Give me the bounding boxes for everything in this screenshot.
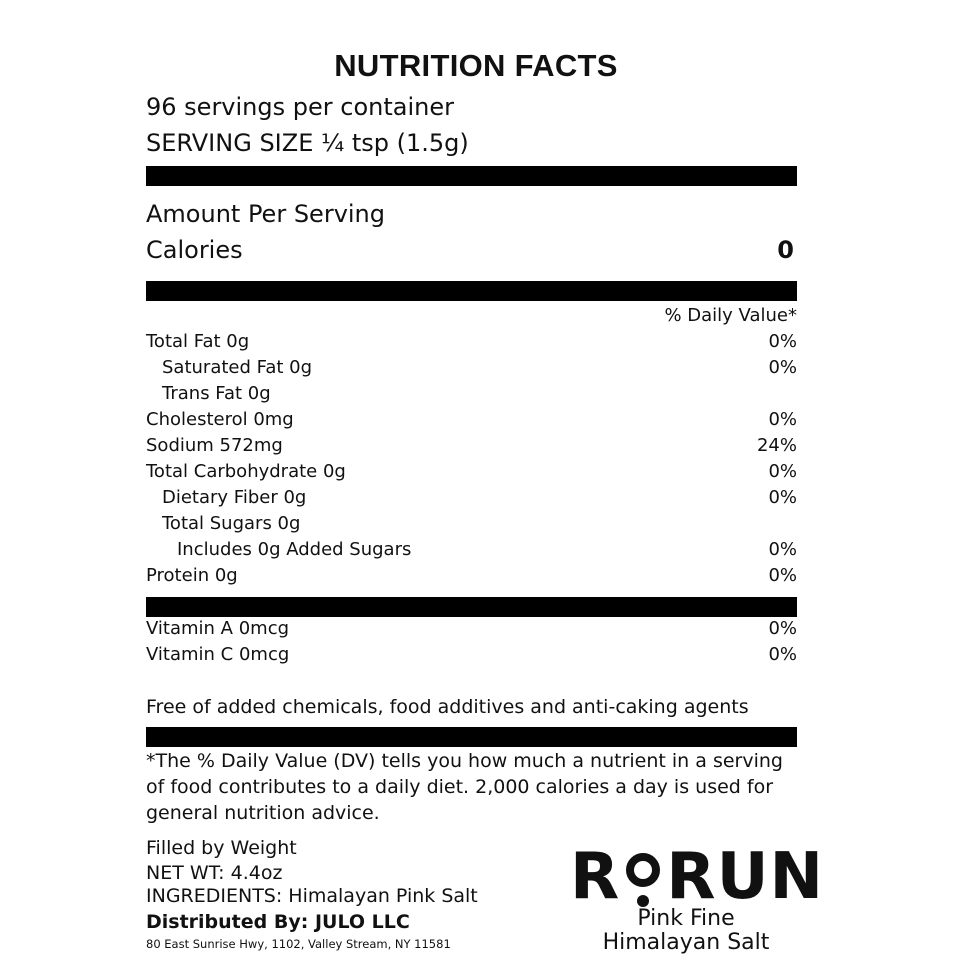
product-line-1: Pink Fine [637,906,735,931]
divider-thick [146,727,797,747]
nutrient-dv: 0% [768,565,797,586]
nutrient-dv: 0% [768,487,797,508]
nutrient-label: Saturated Fat 0g [162,357,313,378]
divider-thick [146,281,797,301]
label-title: NUTRITION FACTS [334,48,618,83]
nutrient-row [146,383,797,409]
nutrient-label: Includes 0g Added Sugars [177,539,412,560]
nutrient-label: Sodium 572mg [146,435,283,456]
daily-value-header: % Daily Value* [664,305,797,326]
distributor: Distributed By: JULO LLC [146,911,410,933]
servings-per-container: 96 servings per container [146,93,454,121]
nutrient-row [146,565,797,591]
nutrient-dv: 0% [768,357,797,378]
nutrient-row [146,461,797,487]
nutrient-row [146,331,797,357]
nutrient-dv: 0% [768,461,797,482]
filled-by-weight: Filled by Weight [146,837,297,859]
vitamin-row [146,618,797,644]
nutrient-dv: 0% [768,409,797,430]
daily-value-footnote: *The % Daily Value (DV) tells you how much a nutrient in a serving of food contributes to a daily diet. 2,000 calories a day is used for general nutrition advice. [146,750,783,824]
nutrient-row [146,409,797,435]
vitamin-label: Vitamin A 0mcg [146,618,290,639]
product-line-2: Himalayan Salt [602,930,770,955]
vitamin-dv: 0% [768,644,797,665]
vitamin-row [146,644,797,670]
divider-thick [146,597,797,617]
nutrient-row [146,357,797,383]
nutrient-label: Total Carbohydrate 0g [146,461,346,482]
distributor-address: 80 East Sunrise Hwy, 1102, Valley Stream, NY 11581 [146,937,451,951]
amount-per-serving: Amount Per Serving [146,200,386,228]
nutrient-label: Dietary Fiber 0g [162,487,307,508]
nutrient-row [146,435,797,461]
nutrient-dv: 0% [768,331,797,352]
nutrient-row [146,513,797,539]
nutrient-label: Protein 0g [146,565,238,586]
brand-logo [570,842,824,912]
calories-label: Calories [146,236,243,264]
serving-size: SERVING SIZE ¼ tsp (1.5g) [146,129,469,157]
nutrient-dv: 0% [768,539,797,560]
nutrient-row [146,487,797,513]
salt-dot-icon [620,842,666,912]
nutrient-label: Cholesterol 0mg [146,409,294,430]
nutrient-label: Total Fat 0g [146,331,250,352]
vitamin-dv: 0% [768,618,797,639]
divider-thick [146,166,797,186]
net-weight: NET WT: 4.4oz [146,862,283,884]
logo-rest: RUN [666,840,825,914]
nutrient-dv: 24% [756,435,797,456]
ingredients: INGREDIENTS: Himalayan Pink Salt [146,885,478,907]
nutrient-label: Total Sugars 0g [162,513,301,534]
logo-first-letter: R [570,840,621,914]
free-of-statement: Free of added chemicals, food additives and anti-caking agents [146,696,749,718]
nutrient-label: Trans Fat 0g [162,383,271,404]
nutrient-row [146,539,797,565]
calories-value: 0 [777,236,794,264]
vitamin-label: Vitamin C 0mcg [146,644,290,665]
